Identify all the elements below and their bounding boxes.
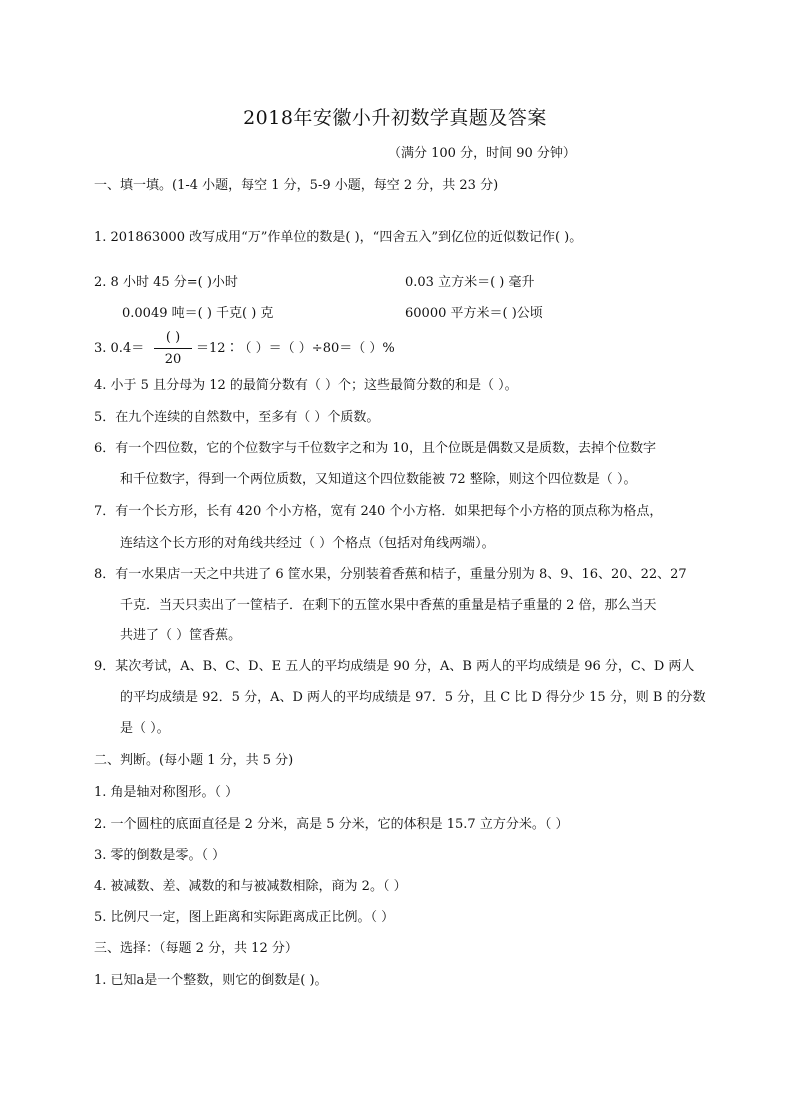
question-1-5: 5．在九个连续的自然数中，至多有（ ）个质数。 — [94, 410, 380, 425]
section-heading-fill-in: 一、填一填。(1-4 小题，每空 1 分，5-9 小题，每空 2 分，共 23 分) — [94, 178, 499, 193]
question-1-7-line-1: 7．有一个长方形，长有 420 个小方格，宽有 240 个小方格．如果把每个小方格的顶点称为格点， — [94, 504, 663, 519]
question-1-2-part-c: 0.0049 吨＝( ) 千克( ) 克 — [122, 306, 274, 321]
page-subtitle: （满分 100 分，时间 90 分钟） — [388, 146, 576, 161]
question-1-2-part-d: 60000 平方米＝( )公顷 — [405, 306, 543, 321]
fraction-numerator: ( ) — [165, 330, 181, 345]
fraction-bar — [154, 348, 192, 349]
section-heading-judge: 二、判断。(每小题 1 分，共 5 分) — [94, 753, 294, 768]
question-1-6-line-2: 和千位数字，得到一个两位质数，又知道这个四位数能被 72 整除，则这个四位数是（ ）。 — [120, 472, 637, 487]
question-1-4: 4. 小于 5 且分母为 12 的最简分数有（ ）个；这些最简分数的和是（ ）。 — [94, 378, 518, 393]
question-1-8-line-2: 千克．当天只卖出了一筐桔子．在剩下的五筐水果中香蕉的重量是桔子重量的 2 倍，那么当天 — [120, 598, 657, 613]
question-1-9-line-1: 9．某次考试，A、B、C、D、E 五人的平均成绩是 90 分，A、B 两人的平均成绩是 96 分，C、D 两人 — [94, 659, 695, 674]
question-2-4: 4. 被减数、差、减数的和与被减数相除，商为 2。（ ） — [94, 879, 407, 894]
question-1-9-line-2: 的平均成绩是 92．5 分，A、D 两人的平均成绩是 97．5 分，且 C 比 D 得分少 15 分，则 B 的分数 — [120, 690, 706, 705]
question-2-1: 1. 角是轴对称图形。（ ） — [94, 785, 239, 800]
question-1-6-line-1: 6．有一个四位数，它的个位数字与千位数字之和为 10，且个位既是偶数又是质数，去掉个位数字 — [94, 441, 656, 456]
question-1-3-prefix: 3. 0.4＝ — [94, 341, 145, 356]
question-1-8-line-3: 共进了（ ）筐香蕉。 — [120, 628, 242, 643]
question-2-5: 5. 比例尺一定，图上距离和实际距离成正比例。（ ） — [94, 910, 395, 925]
question-1-2-part-b: 0.03 立方米＝( ) 毫升 — [405, 275, 535, 290]
question-1-1: 1. 201863000 改写成用“万”作单位的数是( )，“四舍五入”到亿位的近似数记作( )。 — [94, 230, 583, 245]
question-1-9-line-3: 是（ ）。 — [120, 721, 170, 736]
question-3-1: 1. 已知a是一个整数，则它的倒数是( )。 — [94, 973, 328, 988]
section-heading-choice: 三、选择：（每题 2 分，共 12 分） — [94, 941, 298, 956]
question-2-2: 2. 一个圆柱的底面直径是 2 分米，高是 5 分米，它的体积是 15.7 立方分米。（ ） — [94, 817, 569, 832]
question-1-8-line-1: 8．有一水果店一天之中共进了 6 筐水果，分别装着香蕉和桔子，重量分别为 8、9、16、20、22、27 — [94, 567, 687, 582]
question-1-7-line-2: 连结这个长方形的对角线共经过（ ）个格点（包括对角线两端）。 — [120, 536, 495, 551]
question-1-2-part-a: 2. 8 小时 45 分=( )小时 — [94, 275, 238, 290]
question-1-3-fraction — [152, 330, 194, 370]
question-1-3-suffix: ＝12∶（ ）＝（ ）÷80＝（ ）% — [196, 341, 395, 356]
fraction-denominator: 20 — [164, 352, 182, 367]
page-title: 2018年安徽小升初数学真题及答案 — [243, 107, 547, 129]
question-2-3: 3. 零的倒数是零。（ ） — [94, 848, 226, 863]
